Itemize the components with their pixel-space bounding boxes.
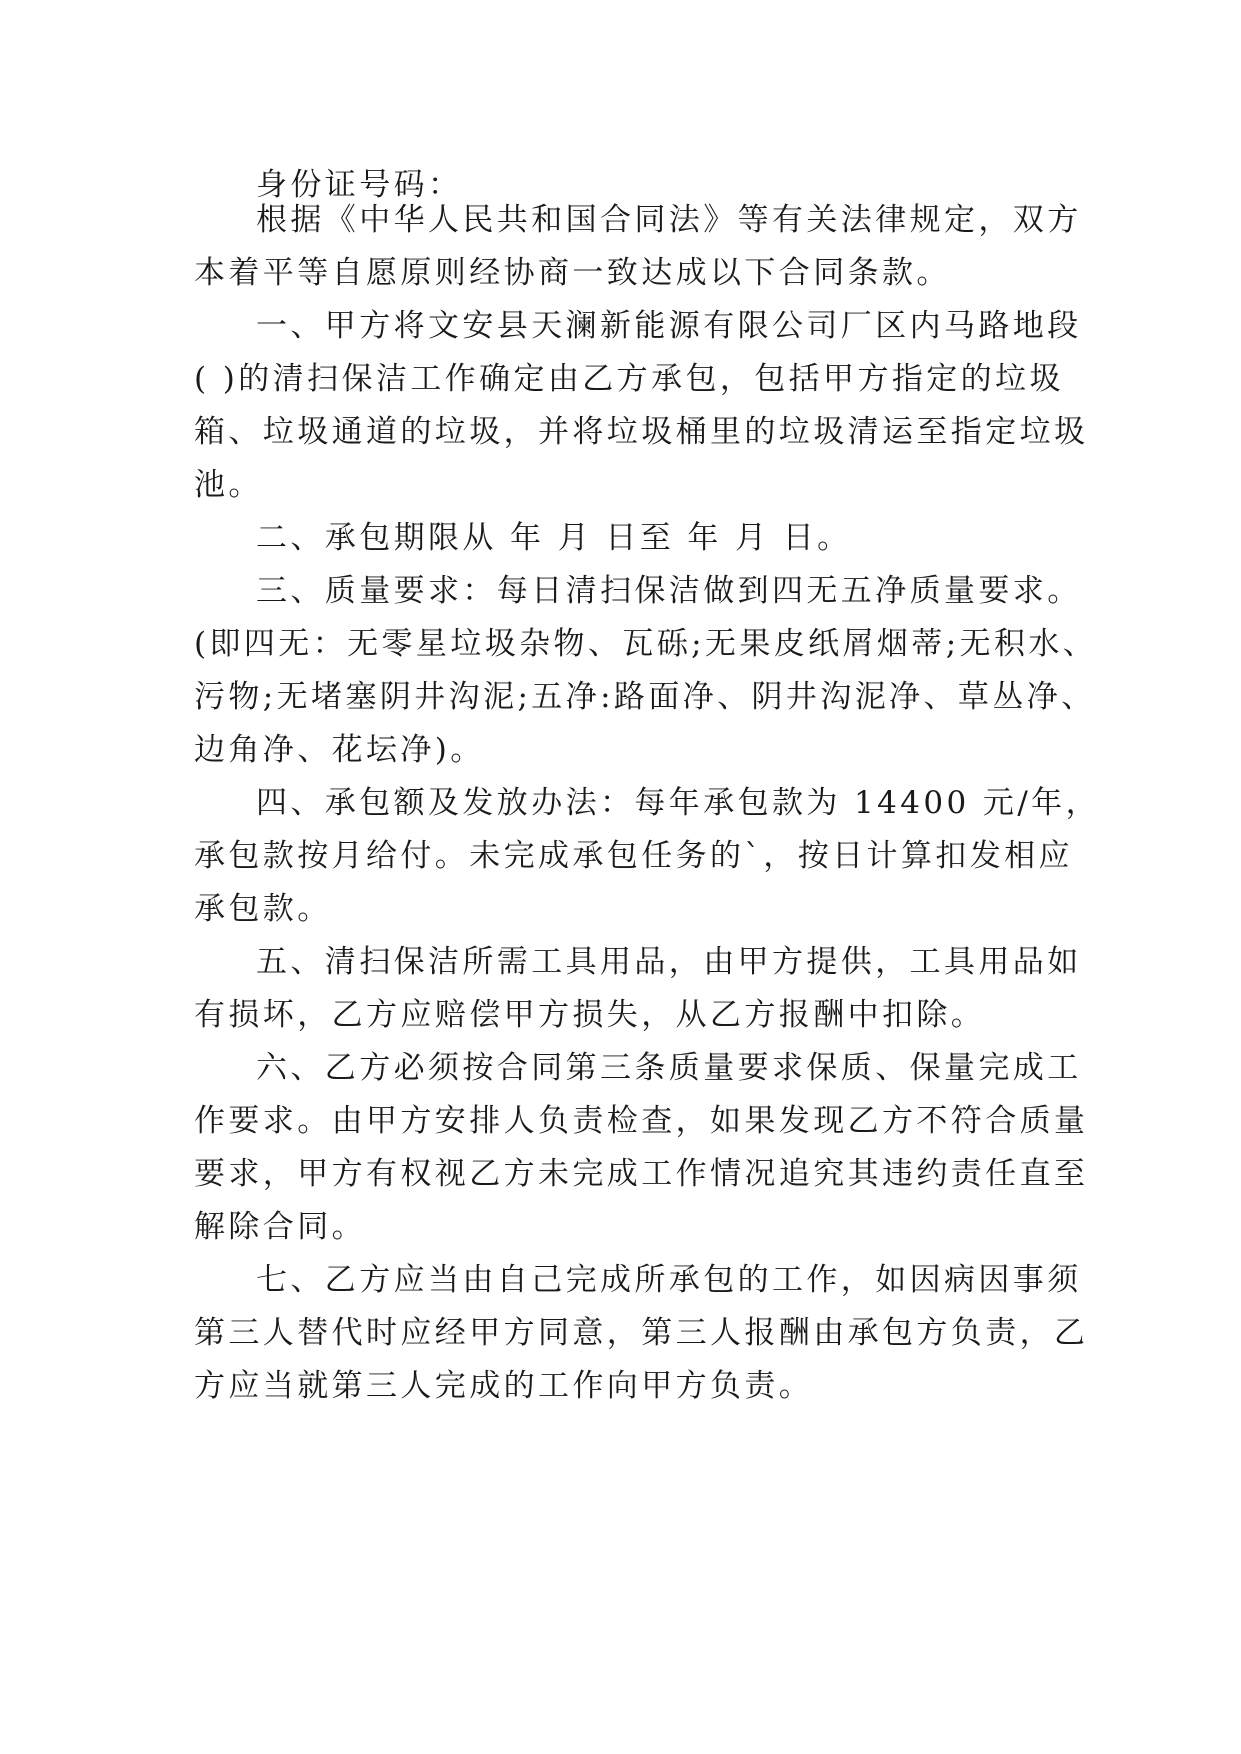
clause-4-line-1: 四、承包额及发放办法：每年承包款为 14400 元/年， [256,785,1100,821]
clause-6-line-2: 作要求。由甲方安排人负责检查，如果发现乙方不符合质量 [194,1103,1089,1139]
clause-6-line-4: 解除合同。 [194,1209,366,1245]
clause-2-line-1: 二、承包期限从 年 月 日至 年 月 日。 [256,520,852,556]
clause-7-line-1: 七、乙方应当由自己完成所承包的工作，如因病因事须 [256,1262,1082,1298]
clause-1-line-4: 池。 [194,467,263,503]
preamble-line-2: 本着平等自愿原则经协商一致达成以下合同条款。 [194,255,951,291]
clause-7-line-3: 方应当就第三人完成的工作向甲方负责。 [194,1368,814,1404]
clause-3-line-1: 三、质量要求：每日清扫保洁做到四无五净质量要求。 [256,573,1082,609]
clause-6-line-1: 六、乙方必须按合同第三条质量要求保质、保量完成工 [256,1050,1082,1086]
clause-5-line-1: 五、清扫保洁所需工具用品，由甲方提供，工具用品如 [256,944,1082,980]
clause-6-line-3: 要求，甲方有权视乙方未完成工作情况追究其违约责任直至 [194,1156,1089,1192]
preamble-line-1: 根据《中华人民共和国合同法》等有关法律规定，双方 [256,202,1082,238]
clause-1-line-2: ( )的清扫保洁工作确定由乙方承包，包括甲方指定的垃圾 [194,361,1064,397]
clause-4-line-2: 承包款按月给付。未完成承包任务的`，按日计算扣发相应 [194,838,1073,874]
clause-3-line-3: 污物;无堵塞阴井沟泥;五净:路面净、阴井沟泥净、草丛净、 [194,679,1096,715]
clause-5-line-2: 有损坏，乙方应赔偿甲方损失，从乙方报酬中扣除。 [194,997,986,1033]
clause-4-line-3: 承包款。 [194,891,332,927]
clause-1-line-1: 一、甲方将文安县天澜新能源有限公司厂区内马路地段 [256,308,1082,344]
clause-3-line-4: 边角净、花坛净)。 [194,732,485,768]
id-number-label: 身份证号码： [256,167,463,203]
clause-3-line-2: (即四无：无零星垃圾杂物、瓦砾;无果皮纸屑烟蒂;无积水、 [194,626,1098,662]
clause-7-line-2: 第三人替代时应经甲方同意，第三人报酬由承包方负责，乙 [194,1315,1089,1351]
clause-1-line-3: 箱、垃圾通道的垃圾，并将垃圾桶里的垃圾清运至指定垃圾 [194,414,1089,450]
